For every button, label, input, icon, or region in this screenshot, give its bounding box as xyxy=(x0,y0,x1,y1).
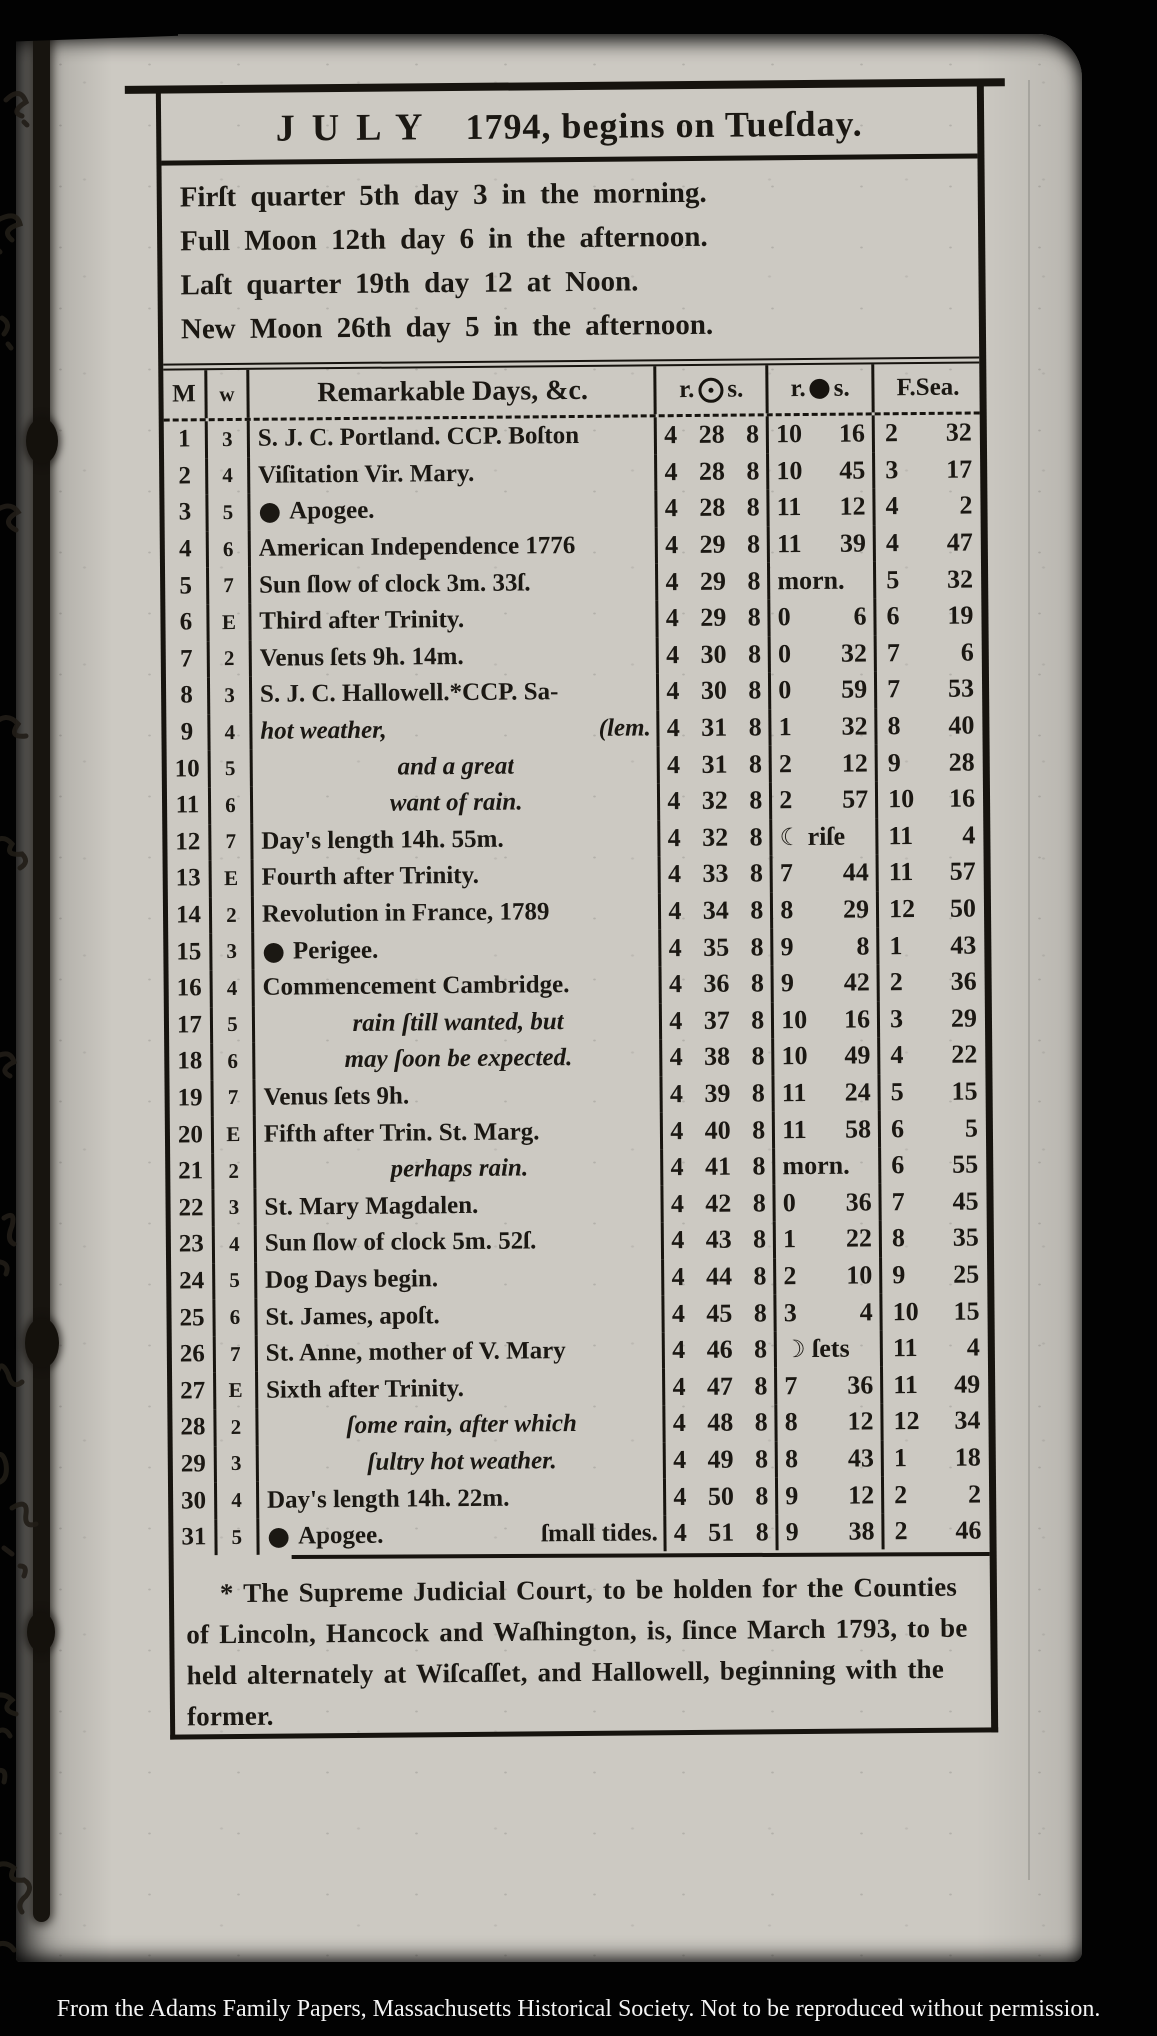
moon-rise-set: 0 59 xyxy=(771,672,877,710)
moon-icon xyxy=(810,379,830,399)
remarkable-day: ſultry hot weather. xyxy=(259,1442,667,1482)
remarkable-day: St. Anne, mother of V. Mary xyxy=(258,1332,666,1372)
day-of-week: 7 xyxy=(211,823,253,860)
sun-rise-set: 4 29 8 xyxy=(659,599,771,637)
full-sea: 4 47 xyxy=(885,527,973,558)
full-sea: 3 29 xyxy=(889,1003,978,1034)
sun-set-label: s. xyxy=(727,375,744,403)
remarkable-day: ● Apogee. xyxy=(250,490,658,530)
day-of-week: 4 xyxy=(208,457,250,494)
moon-rise-set: 8 12 xyxy=(778,1403,884,1441)
day-of-month: 25 xyxy=(171,1299,215,1336)
day-of-week: 4 xyxy=(217,1482,259,1519)
sun-rise-set: 4 50 8 xyxy=(666,1477,778,1515)
day-of-week: 2 xyxy=(216,1409,258,1446)
month-name: JULY xyxy=(275,105,440,150)
full-sea: 5 15 xyxy=(890,1076,978,1107)
moon-rise-label: r. xyxy=(790,374,806,403)
moon-rise-set: ☾ riſe xyxy=(772,818,878,856)
remarkable-day: may ſoon be expected. xyxy=(255,1039,663,1079)
day-of-week: 3 xyxy=(214,1189,256,1226)
moon-set-label: s. xyxy=(833,374,850,402)
full-sea: 11 4 xyxy=(892,1332,980,1363)
day-of-week: 3 xyxy=(217,1445,259,1482)
photo-corner-shadow xyxy=(0,0,178,42)
full-sea: 9 25 xyxy=(892,1259,980,1290)
day-of-month: 4 xyxy=(165,531,209,568)
sun-rise-set: 4 28 8 xyxy=(657,453,769,491)
remarkable-day: St. James, apoſt. xyxy=(257,1295,665,1335)
day-of-month: 22 xyxy=(170,1190,214,1227)
full-sea: 7 6 xyxy=(886,637,974,668)
remarkable-day: and a great xyxy=(252,747,660,787)
header-full-sea: F.Sea. xyxy=(896,373,960,402)
day-of-month: 26 xyxy=(172,1336,216,1373)
moon-phase-icon: ● xyxy=(262,936,286,967)
remarkable-day: S. J. C. Portland. CCP. Boſton xyxy=(250,417,658,457)
remarkable-day: ſome rain, after which xyxy=(258,1405,666,1445)
sun-rise-set: 4 35 8 xyxy=(662,929,774,967)
moon-phase-icon: ● xyxy=(258,497,282,528)
sun-rise-set: 4 34 8 xyxy=(661,892,773,930)
day-of-month: 9 xyxy=(166,714,210,751)
full-sea: 6 5 xyxy=(890,1113,979,1143)
day-of-month: 12 xyxy=(167,824,211,861)
remarkable-day: Venus ſets 9h. 14m. xyxy=(252,637,660,677)
remarkable-day: Day's length 14h. 55m. xyxy=(253,820,661,860)
table-row xyxy=(173,1512,989,1556)
moon-rise-set: morn. xyxy=(775,1147,881,1185)
sun-rise-set: 4 44 8 xyxy=(664,1258,776,1296)
sun-rise-set: 4 32 8 xyxy=(660,782,772,820)
remarkable-day: Sun ſlow of clock 5m. 52ſ. xyxy=(257,1222,665,1262)
day-of-month: 1 xyxy=(164,421,208,458)
phase-last-quarter: Laſt quarter 19th day 12 at Noon. xyxy=(180,265,639,302)
sun-rise-set: 4 37 8 xyxy=(662,1002,774,1040)
sun-rise-set: 4 42 8 xyxy=(664,1185,776,1223)
moon-phase-block xyxy=(161,158,979,370)
remarkable-day: Commencement Cambridge. xyxy=(254,966,662,1006)
moon-rise-set: 11 24 xyxy=(775,1074,881,1112)
full-sea: 12 34 xyxy=(893,1405,981,1436)
full-sea: 2 46 xyxy=(894,1515,982,1546)
almanac-table-frame xyxy=(156,80,998,1739)
sun-rise-set: 4 46 8 xyxy=(665,1331,777,1369)
sun-rise-set: 4 49 8 xyxy=(666,1441,778,1479)
sun-rise-set: 4 47 8 xyxy=(665,1368,777,1406)
full-sea: 6 55 xyxy=(891,1149,979,1180)
sun-rise-set: 4 45 8 xyxy=(665,1295,777,1333)
day-of-month: 11 xyxy=(167,787,211,824)
moon-rise-set: 7 36 xyxy=(777,1367,883,1405)
remarkable-day: want of rain. xyxy=(253,783,661,823)
full-sea: 4 22 xyxy=(890,1039,978,1070)
moon-rise-set: 9 12 xyxy=(778,1477,884,1515)
day-of-week: 6 xyxy=(211,787,253,824)
phase-full-moon: Full Moon 12th day 6 in the afternoon. xyxy=(180,220,708,258)
title-rest: 1794, begins on Tueſday. xyxy=(465,102,863,147)
moon-rise-set: 0 36 xyxy=(776,1184,882,1222)
remarkable-day: American Independence 1776 xyxy=(251,527,659,567)
header-moon-rise-set xyxy=(768,364,874,413)
phase-new-moon: New Moon 26th day 5 in the afternoon. xyxy=(180,308,714,346)
day-of-month: 5 xyxy=(165,568,209,605)
sun-rise-set: 4 48 8 xyxy=(666,1404,778,1442)
day-of-month: 18 xyxy=(169,1043,213,1080)
day-of-week: 6 xyxy=(209,531,251,568)
remarkable-day: Dog Days begin. xyxy=(257,1259,665,1299)
sun-icon xyxy=(698,377,723,402)
moon-rise-set: ☽ ſets xyxy=(777,1330,883,1368)
remarkable-day: perhaps rain. xyxy=(256,1149,664,1189)
sun-rise-set: 4 31 8 xyxy=(660,746,772,784)
full-sea: 10 15 xyxy=(892,1296,980,1326)
table-header xyxy=(163,363,979,421)
moon-rise-set: 3 4 xyxy=(777,1294,883,1332)
day-of-month: 3 xyxy=(164,494,208,531)
day-of-week: 4 xyxy=(215,1226,257,1263)
moon-rise-set: 11 58 xyxy=(775,1111,881,1149)
moon-rise-set: 2 10 xyxy=(776,1257,882,1295)
full-sea: 11 49 xyxy=(893,1369,981,1399)
remarkable-day: Third after Trinity. xyxy=(251,600,659,640)
header-remarkable-days: Remarkable Days, &c. xyxy=(249,366,657,418)
day-of-week: 7 xyxy=(209,567,251,604)
full-sea: 1 43 xyxy=(889,930,977,960)
day-of-week: 2 xyxy=(214,1153,256,1190)
day-of-month: 20 xyxy=(170,1116,214,1153)
day-of-week: E xyxy=(209,604,251,641)
sun-rise-set: 4 28 8 xyxy=(658,489,770,527)
sun-rise-set: 4 40 8 xyxy=(663,1112,775,1150)
day-of-week: 7 xyxy=(213,1080,255,1117)
day-of-month: 2 xyxy=(164,458,208,495)
remarkable-day: Sixth after Trinity. xyxy=(258,1369,666,1409)
day-of-week: 5 xyxy=(217,1519,259,1556)
full-sea: 10 16 xyxy=(888,783,976,814)
full-sea: 4 2 xyxy=(885,491,973,521)
remarkable-day: Viſitation Vir. Mary. xyxy=(250,454,658,494)
moon-rise-set: 1 22 xyxy=(776,1220,882,1258)
full-sea: 7 53 xyxy=(887,673,975,704)
full-sea: 5 32 xyxy=(886,564,974,594)
sun-rise-set: 4 43 8 xyxy=(664,1221,776,1259)
day-of-month: 10 xyxy=(167,751,211,788)
day-of-week: 4 xyxy=(210,714,252,751)
full-sea: 2 36 xyxy=(889,966,977,997)
day-of-month: 23 xyxy=(171,1226,215,1263)
sun-rise-set: 4 51 8 xyxy=(667,1514,779,1552)
moon-rise-set: 8 29 xyxy=(773,891,879,929)
day-of-month: 7 xyxy=(166,641,210,678)
remarkable-day: St. Mary Magdalen. xyxy=(256,1186,664,1226)
day-of-week: 5 xyxy=(215,1262,257,1299)
remarkable-day: hot weather, (lem. xyxy=(252,710,660,750)
remarkable-day: Sun ſlow of clock 3m. 33ſ. xyxy=(251,564,659,604)
header-month-day: M xyxy=(163,370,207,418)
remarkable-day: Revolution in France, 1789 xyxy=(254,893,662,933)
sun-rise-set: 4 30 8 xyxy=(659,672,771,710)
sun-rise-set: 4 28 8 xyxy=(657,416,769,454)
moon-rise-set: 11 12 xyxy=(770,489,876,527)
day-of-week: E xyxy=(211,860,253,897)
day-of-month: 31 xyxy=(173,1519,217,1556)
day-of-week: 3 xyxy=(208,421,250,458)
moon-rise-set: 0 6 xyxy=(771,598,877,636)
moon-rise-set: morn. xyxy=(770,562,876,600)
day-of-month: 6 xyxy=(165,604,209,641)
moon-rise-set: 10 16 xyxy=(769,415,875,453)
day-of-week: 3 xyxy=(212,933,254,970)
day-of-month: 28 xyxy=(172,1409,216,1446)
day-of-week: 6 xyxy=(215,1299,257,1336)
day-of-week: 6 xyxy=(213,1043,255,1080)
moon-rise-set: 10 45 xyxy=(769,452,875,490)
full-sea: 9 28 xyxy=(887,747,975,777)
moon-rise-set: 2 12 xyxy=(772,745,878,783)
full-sea: 8 40 xyxy=(887,710,975,741)
full-sea: 7 45 xyxy=(891,1186,979,1217)
full-sea: 12 50 xyxy=(888,893,977,924)
day-of-week: E xyxy=(216,1372,258,1409)
full-sea: 11 57 xyxy=(888,856,976,887)
full-sea: 6 19 xyxy=(886,600,974,631)
moon-rise-set: 9 8 xyxy=(773,928,879,966)
day-of-month: 21 xyxy=(170,1153,214,1190)
moon-rise-set: 2 57 xyxy=(772,781,878,819)
sun-rise-set: 4 30 8 xyxy=(659,636,771,674)
moon-rise-set: 9 42 xyxy=(774,964,880,1002)
handwriting-fragments xyxy=(0,0,56,2036)
moon-rise-set: 8 43 xyxy=(778,1440,884,1478)
moon-rise-set: 0 32 xyxy=(771,635,877,673)
day-of-week: 2 xyxy=(210,640,252,677)
sun-rise-set: 4 32 8 xyxy=(661,819,773,857)
page-crease xyxy=(1028,80,1030,1880)
day-of-month: 8 xyxy=(166,677,210,714)
remarkable-day: ● Apogee. ſmall tides. xyxy=(259,1515,667,1555)
moon-rise-set: 1 32 xyxy=(771,708,877,746)
day-of-month: 24 xyxy=(171,1263,215,1300)
day-of-week: 5 xyxy=(208,494,250,531)
day-of-week: 5 xyxy=(211,750,253,787)
page-title xyxy=(161,80,978,165)
day-of-month: 27 xyxy=(172,1373,216,1410)
header-week-day: w xyxy=(207,370,249,418)
sun-rise-label: r. xyxy=(679,375,695,404)
header-sun-rise-set xyxy=(657,365,769,414)
sun-rise-set: 4 38 8 xyxy=(662,1038,774,1076)
moon-phase-icon: ● xyxy=(267,1521,291,1552)
sun-rise-set: 4 36 8 xyxy=(662,965,774,1003)
sun-rise-set: 4 31 8 xyxy=(660,709,772,747)
day-of-week: 4 xyxy=(212,970,254,1007)
moon-rise-set: 7 44 xyxy=(773,854,879,892)
archive-caption: From the Adams Family Papers, Massachusetts Historical Society. Not to be reproduced without permission. xyxy=(56,1996,1101,2022)
table-rows xyxy=(164,414,990,1555)
phase-first-quarter: Firſt quarter 5th day 3 in the morning. xyxy=(179,176,707,214)
day-of-month: 13 xyxy=(168,860,212,897)
day-of-week: 5 xyxy=(213,1006,255,1043)
full-sea: 3 17 xyxy=(885,454,973,485)
remarkable-day: Day's length 14h. 22m. xyxy=(259,1478,667,1518)
full-sea: 2 2 xyxy=(894,1479,982,1509)
day-of-week: E xyxy=(214,1116,256,1153)
moon-rise-set: 10 49 xyxy=(774,1037,880,1075)
remarkable-day: Fourth after Trinity. xyxy=(253,856,661,896)
remarkable-day: Venus ſets 9h. xyxy=(255,1076,663,1116)
remarkable-day: S. J. C. Hallowell.*CCP. Sa- xyxy=(252,673,660,713)
sun-rise-set: 4 41 8 xyxy=(663,1148,775,1186)
moon-rise-set: 9 38 xyxy=(779,1513,885,1551)
remarkable-day: rain ſtill wanted, but xyxy=(255,1003,663,1043)
day-of-week: 2 xyxy=(212,897,254,934)
full-sea: 8 35 xyxy=(891,1222,979,1253)
day-of-month: 30 xyxy=(173,1482,217,1519)
day-of-month: 14 xyxy=(168,897,212,934)
full-sea: 11 4 xyxy=(888,820,976,851)
remarkable-day: Fifth after Trin. St. Marg. xyxy=(256,1113,664,1153)
sun-rise-set: 4 39 8 xyxy=(663,1075,775,1113)
full-sea: 2 32 xyxy=(884,417,972,448)
day-of-week: 7 xyxy=(216,1336,258,1373)
moon-rise-set: 10 16 xyxy=(774,1001,880,1039)
day-of-month: 17 xyxy=(169,1007,213,1044)
sun-rise-set: 4 29 8 xyxy=(658,526,770,564)
sun-rise-set: 4 33 8 xyxy=(661,855,773,893)
day-of-week: 3 xyxy=(210,677,252,714)
day-of-month: 16 xyxy=(169,970,213,1007)
moon-rise-set: 11 39 xyxy=(770,525,876,563)
day-of-month: 19 xyxy=(169,1080,213,1117)
sun-rise-set: 4 29 8 xyxy=(658,563,770,601)
court-footnote: * The Supreme Judicial Court, to be holden for the Counties of Lincoln, Hancock and Waſhington, is, ſince March 1793, to be held alternately at Wiſcaſſet, and Hallowell, beginning with the former. xyxy=(186,1572,968,1732)
day-of-month: 15 xyxy=(168,933,212,970)
full-sea: 1 18 xyxy=(893,1442,981,1473)
day-of-month: 29 xyxy=(173,1446,217,1483)
remarkable-day: ● Perigee. xyxy=(254,930,662,970)
